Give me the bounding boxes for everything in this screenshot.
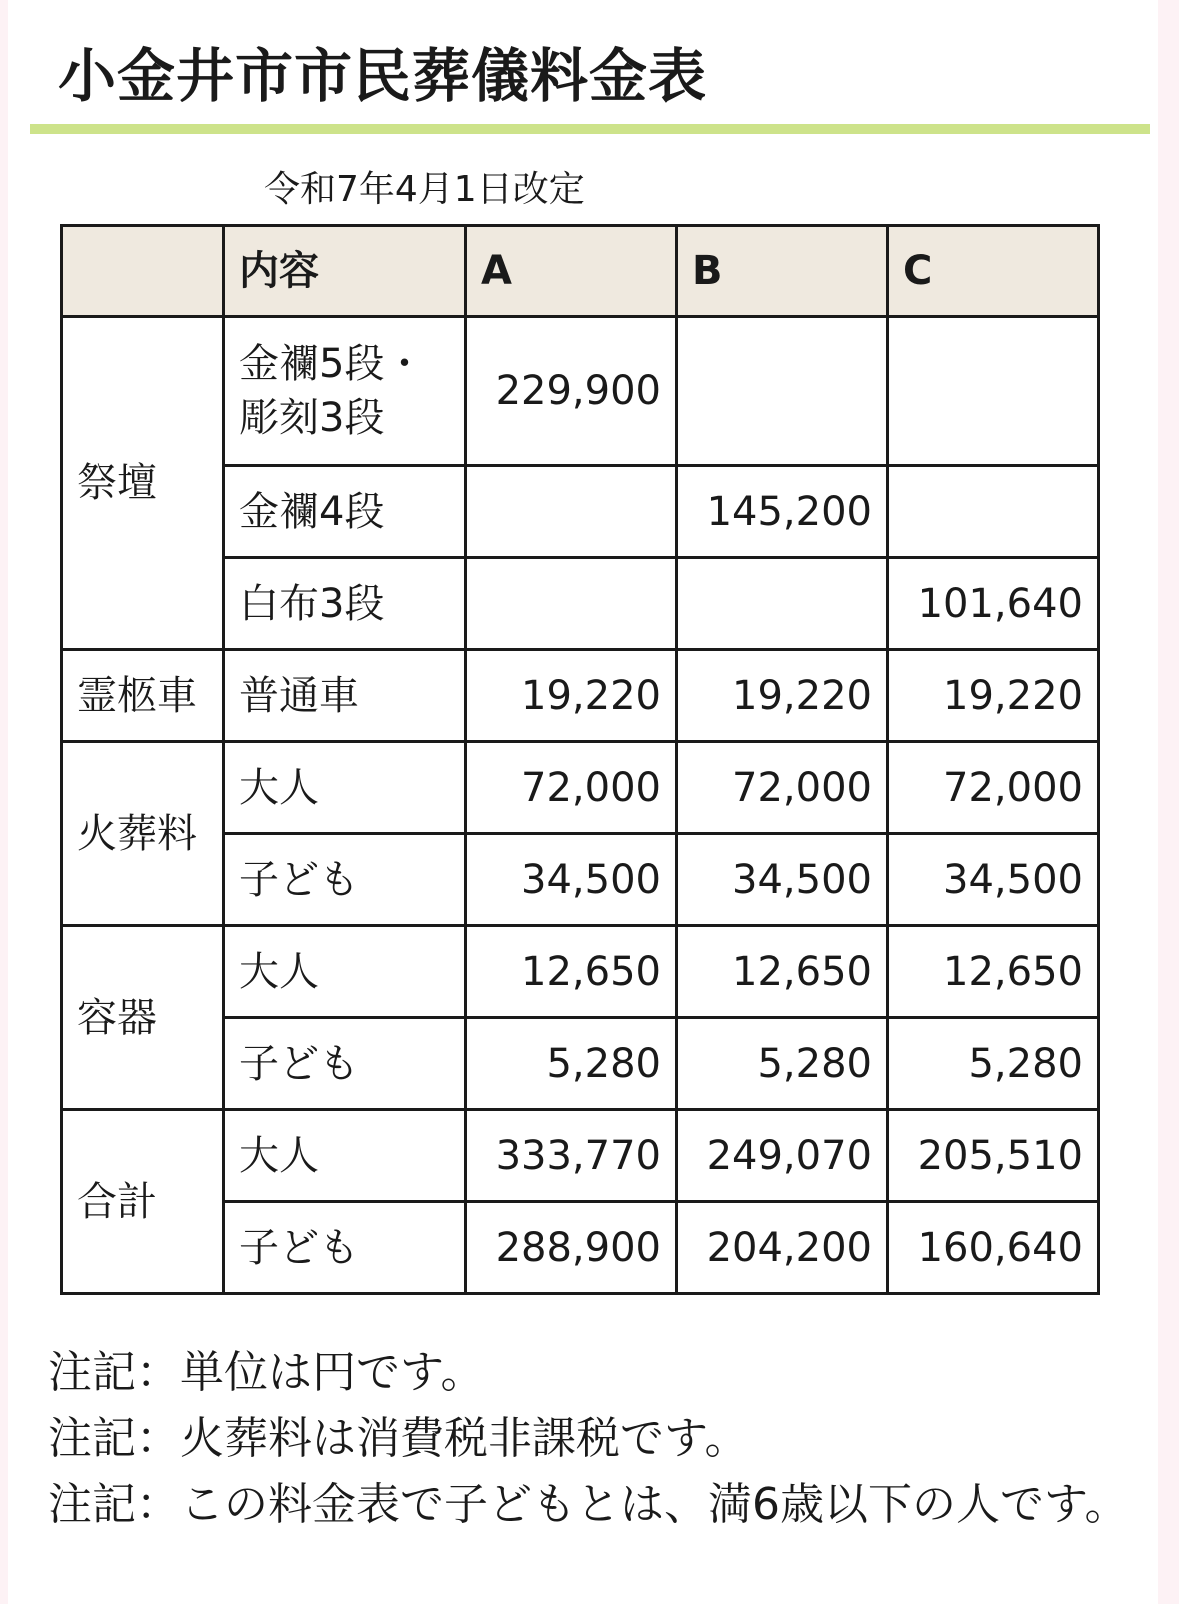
price-a: 229,900: [466, 317, 677, 466]
revision-date: 令和7年4月1日改定: [264, 169, 585, 210]
item-cell: 大人: [224, 742, 466, 834]
price-b: 5,280: [677, 1018, 888, 1110]
header-plan-a: A: [466, 226, 677, 317]
price-a: 12,650: [466, 926, 677, 1018]
item-cell: 大人: [224, 1110, 466, 1202]
item-cell: 白布3段: [224, 558, 466, 650]
category-cell: 祭壇: [62, 317, 224, 650]
item-cell: 金襴5段・彫刻3段: [224, 317, 466, 466]
notes: [48, 1340, 1148, 1538]
header-plan-c: C: [888, 226, 1099, 317]
page-title: 小金井市市民葬儀料金表: [58, 42, 708, 110]
price-a: [466, 558, 677, 650]
table-header-row: [62, 226, 1099, 317]
item-cell: 金襴4段: [224, 466, 466, 558]
header-plan-b: B: [677, 226, 888, 317]
price-b: 204,200: [677, 1202, 888, 1294]
note-unit: 注記：単位は円です。: [48, 1347, 485, 1398]
price-a: 34,500: [466, 834, 677, 926]
price-b: 19,220: [677, 650, 888, 742]
title-underline: [30, 124, 1150, 134]
price-b: [677, 558, 888, 650]
price-b: 249,070: [677, 1110, 888, 1202]
category-cell: 合計: [62, 1110, 224, 1294]
note-child-definition: 注記：この料金表で子どもとは、満6歳以下の人です。: [48, 1479, 1129, 1530]
price-a: 19,220: [466, 650, 677, 742]
table-row: [62, 926, 1099, 1018]
table-row: [62, 650, 1099, 742]
price-a: 333,770: [466, 1110, 677, 1202]
price-b: 12,650: [677, 926, 888, 1018]
price-b: [677, 317, 888, 466]
price-b: 34,500: [677, 834, 888, 926]
price-c: 19,220: [888, 650, 1099, 742]
table-row: [62, 742, 1099, 834]
price-c: [888, 466, 1099, 558]
price-c: [888, 317, 1099, 466]
price-a: 5,280: [466, 1018, 677, 1110]
price-a: 72,000: [466, 742, 677, 834]
table-row: [62, 317, 1099, 466]
price-c: 5,280: [888, 1018, 1099, 1110]
item-cell: 大人: [224, 926, 466, 1018]
category-cell: 霊柩車: [62, 650, 224, 742]
header-content: 内容: [224, 226, 466, 317]
price-c: 160,640: [888, 1202, 1099, 1294]
header-blank: [62, 226, 224, 317]
item-cell: 子ども: [224, 1202, 466, 1294]
fee-table: [60, 224, 1100, 1295]
price-a: [466, 466, 677, 558]
category-cell: 容器: [62, 926, 224, 1110]
price-c: 12,650: [888, 926, 1099, 1018]
price-c: 205,510: [888, 1110, 1099, 1202]
price-c: 34,500: [888, 834, 1099, 926]
price-b: 145,200: [677, 466, 888, 558]
price-c: 72,000: [888, 742, 1099, 834]
item-cell: 子ども: [224, 834, 466, 926]
table-row: [62, 1110, 1099, 1202]
item-cell: 子ども: [224, 1018, 466, 1110]
page: [8, 0, 1158, 1604]
price-a: 288,900: [466, 1202, 677, 1294]
price-c: 101,640: [888, 558, 1099, 650]
category-cell: 火葬料: [62, 742, 224, 926]
note-tax: 注記：火葬料は消費税非課税です。: [48, 1413, 749, 1464]
price-b: 72,000: [677, 742, 888, 834]
item-cell: 普通車: [224, 650, 466, 742]
